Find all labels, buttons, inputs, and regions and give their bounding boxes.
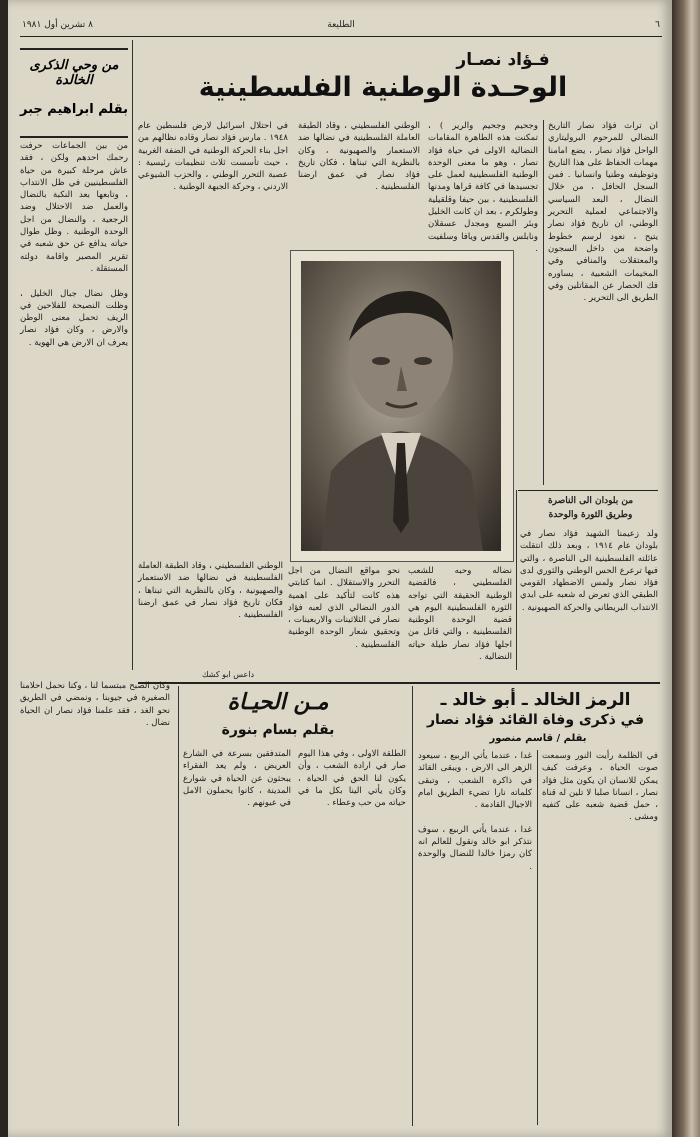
under-photo-col-right: نضاله وحبه للشعب الفلسطيني ، فالقضية الوطنية الحقيقة التي تواجه الثورة الفلسطينية اليوم هي قضية الوحدة الوطنية الفلسطينية ، والتي قاتل من اجلها فؤاد نصار طيلة حياته النضالية . bbox=[405, 566, 512, 663]
life-article-col2: المتدفقين بسرعة في الشارع العريض ، ولم يعد الفقراء يبحثون عن الحياة في شوارع المدينة ، كانوا يحملون الامل في عيونهم . bbox=[180, 749, 291, 809]
column-divider bbox=[543, 120, 544, 485]
left-article-byline: بقلم ابراهيم جبر bbox=[20, 102, 128, 117]
section-rule bbox=[138, 682, 660, 684]
newspaper-name: الطليعة bbox=[327, 20, 355, 30]
symbol-article-subtitle: في ذكرى وفاة القائد فؤاد نصار bbox=[427, 712, 644, 728]
book-binding bbox=[672, 0, 700, 1137]
portrait-figure bbox=[301, 261, 501, 551]
portrait-photo-frame bbox=[290, 250, 514, 562]
life-article-title: مـن الحيـاة bbox=[227, 690, 329, 715]
under-photo-col-left: نحو مواقع النضال من اجل التحرر والاستقلال . انما كتابتي هذه كانت لتأكيد على اهمية الدور النضالي الذي لعبه فؤاد نصار في الثلاثينات والاربعينات ، وتحقيق شعار الوحدة الوطنية الفلسطينية . bbox=[285, 566, 400, 650]
main-article-col4: في احتلال اسرائيل لارض فلسطين عام ١٩٤٨ . مارس فؤاد نصار وقاده نظالهم من اجل بناء الحركة الوطنية في الضفة الغربية ، حيث تأسست ثلاث تنظيمات رئيسية : عصبة التحرر الوطني ، والحزب الشيوعي الاردني ، وحركة الجبهة الوطنية . bbox=[135, 121, 288, 193]
main-article-col1: ان تراث فؤاد نصار التاريخ النضالي للمرحوم البروليتاري الواحل فؤاد نصار ، يضع امامنا مهمات الحفاظ على هذا التاريخ وتوظيفه وطنيا وانسانيا . فمن السجل الحافل ، من خلال النضال ، البعد السياسي والاجتماعي لعملية التحرير الوطني، ان تاريخ فؤاد نصار يتيح ، نعود لرسم خطوط واضحة من داخل السجون والمعتقلات والمنافي وفي المخيمات الشعبية ، يساوره فك الحصار عن المقاتلين وفي الطريق الى التحرير . bbox=[545, 121, 658, 304]
bio-column: ولد زعيمنا الشهيد فؤاد نصار في بلودان عام ١٩١٤ ، وبعد ذلك انتقلت عائلته الفلسطينية الى الناصرة ، والتي فيها ترعرع الحس الوطني والثوري لدى فؤاد نصار ولمس الاضطهاد القومي الطبقي الذي تعرض له شعبه على ايدي الانتداب البريطاني والحركة الصهيونية . bbox=[517, 529, 659, 613]
symbol-article-title: الرمز الخالد ـ أبو خالد ـ bbox=[440, 690, 631, 710]
photo-caption-title: من بلودان الى الناصرة bbox=[547, 496, 634, 506]
newspaper-page bbox=[8, 0, 672, 1137]
main-article-col4-cont: الوطني الفلسطيني ، وقاد الطبقة العاملة الفلسطينية في نضالها ضد الاستعمار والصهيونية ، وكان بالنظرية التي تبناها ، فكان تاريخ فؤاد نصار في عمق ارضنا الفلسطينية . bbox=[135, 561, 283, 621]
main-article-col2: وجحيم وجحيم والرير ) ، تمكنت هذه الطاهرة المقامات النضالية الاولى في حياة فؤاد نصار ، وهو ما معنى الوحدة الوطنية الفلسطينية لعمل على تجسيدها في كافة قراها ومدنها الفلسطينية ، بين حيفا وقلقيلية وطولكرم ، بعد ان كانت الخليل وبئر السبع ومجدل عسقلان ونابلس والقدس ويافا وسلفيت . bbox=[425, 121, 538, 254]
page-number: ٦ bbox=[655, 20, 660, 30]
portrait-photo bbox=[301, 261, 501, 551]
column-divider bbox=[412, 686, 413, 1126]
article-signature: داعس ابو كشك bbox=[201, 670, 255, 679]
left-article-title: من وحي الذكرى الخالدة bbox=[29, 58, 119, 88]
left-article-body: من بين الجماعات حرفت رحمك احدهم ولكن ، فقد عاش مرحلة كبيرة من حياة الفلسطينيين في ظل الانتداب ، وتابعها بعد النكبة بالنضال والعمل ضد الاحتلال وضد الرجعية ، والنضال من اجل الوحدة الوطنية . وظل طوال حياته يدافع عن حق شعبه في تقرير المصير واقامة دولته المستقلة . وظل نضال جبال الخليل ، وظلت النصيحة للفلاحين في الريف تحمل معنى الوطن والارض ، وكان فؤاد نصار يعرف ان الارض هي الهوية . bbox=[20, 141, 128, 348]
column-divider bbox=[537, 750, 538, 1125]
main-article-col3: الوطني الفلسطيني ، وقاد الطبقة العاملة الفلسطينية في نضالها ضد الاستعمار والصهيونية ، وكان بالنظرية التي تبناها ، فكان تاريخ فؤاد نصار في عمق ارضنا الفلسطينية . bbox=[295, 121, 420, 193]
photo-caption-subtitle: وطريق الثورة والوحدة bbox=[548, 510, 633, 520]
main-article-title: الوحـدة الوطنية الفلسطينية bbox=[198, 72, 568, 103]
column-divider bbox=[516, 490, 517, 670]
section-rule bbox=[518, 490, 658, 491]
life-article-col1: الطلقة الاولى ، وفي هذا اليوم صار في ارادة الشعب ، وأن يكون لنا الحق في الحياة ، وكان يأتي الينا بكل ما في حياته من حب وعطاء . bbox=[295, 749, 406, 809]
issue-date: ٨ تشرين أول ١٩٨١ bbox=[22, 20, 94, 30]
column-divider bbox=[132, 40, 133, 670]
life-article-byline: بقلم بسام بنورة bbox=[221, 722, 335, 738]
symbol-article-col-left: غدا ، عندما يأتي الربيع ، سيعود الزهر الى الارض ، ويبقى القائد في ذاكرة الشعب ، وتبقى كلماته نارا تضيء الطريق امام الاجيال القادمة . غدا ، عندما يأتي الربيع ، سوف نتذكر ابو خالد ونقول للعالم انه كان رمزا خالدا للنضال والوحدة . bbox=[418, 751, 532, 872]
symbol-article-col-right: في الظلمة رأيت النور وسمعت صوت الحياة ، وعرفت كيف يمكن للانسان ان يكون مثل فؤاد نصار ، انسانا صلبا لا تلين له قناة ، حمل قضية شعبه على كتفيه ومشى . bbox=[539, 751, 658, 823]
main-article-kicker: فـؤاد نصـار bbox=[456, 50, 550, 70]
left-article-header bbox=[20, 48, 128, 138]
symbol-article-byline: بقلم / قاسم منصور bbox=[489, 733, 587, 744]
page-header bbox=[20, 18, 662, 37]
life-article-col3: وكان الصبح مبتسما لنا ، وكنا نحمل احلامنا الصغيرة في جيوبنا ، ونمضي في الطريق نحو الغد ، فقد علمنا فؤاد نصار ان الحياة نضال . bbox=[17, 681, 170, 728]
column-divider bbox=[178, 686, 179, 1126]
